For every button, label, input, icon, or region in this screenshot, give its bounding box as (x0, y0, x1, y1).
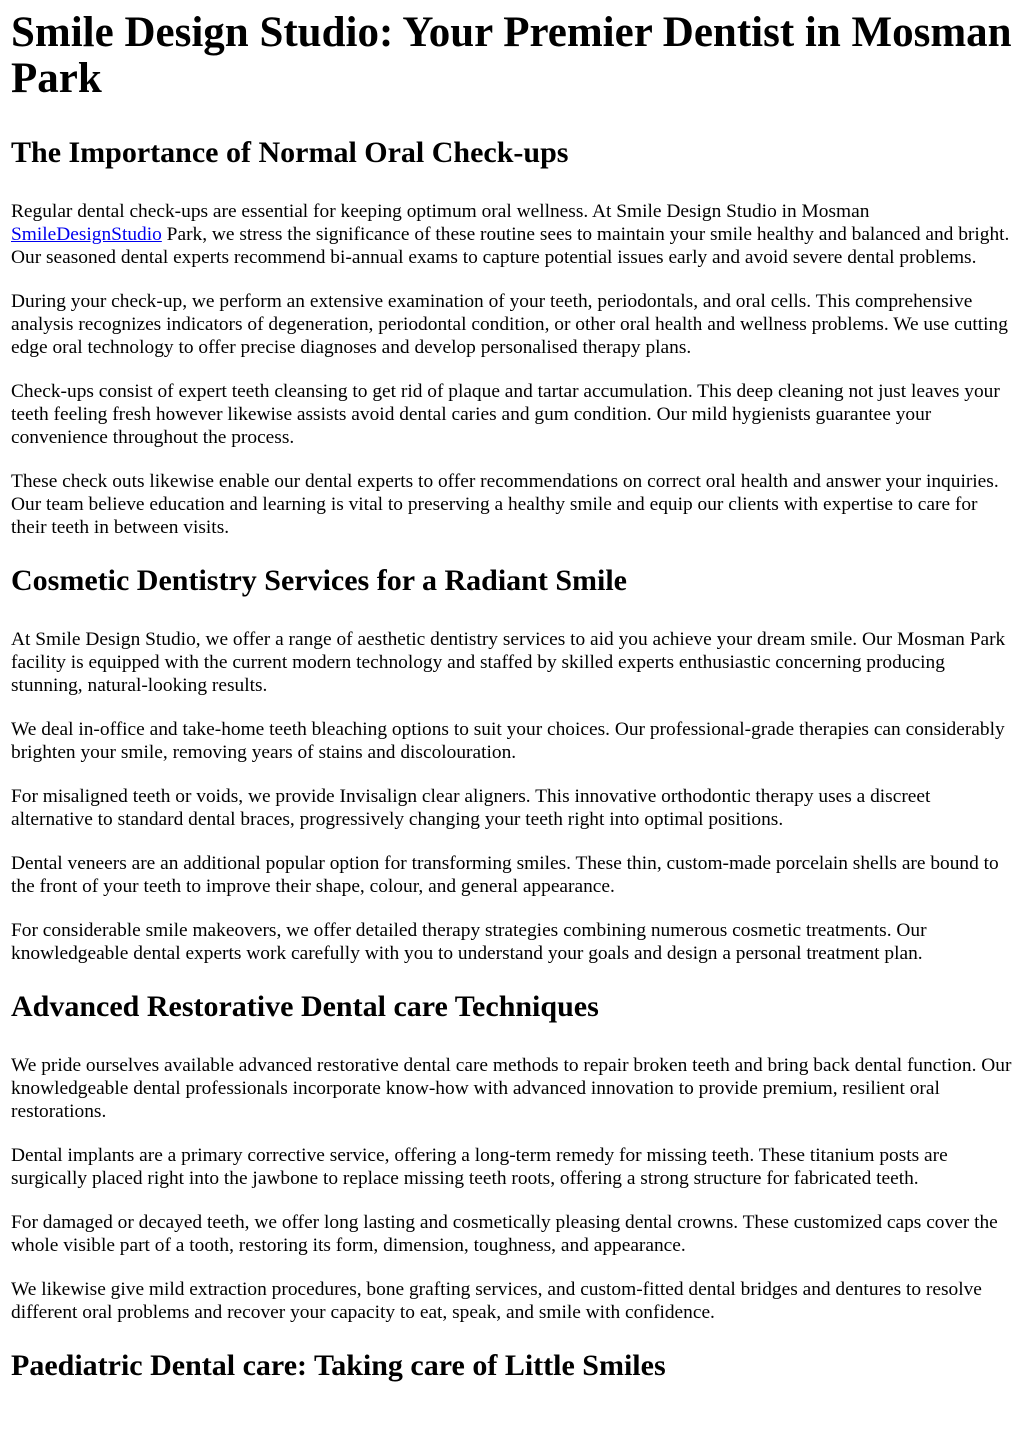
section-heading-checkups: The Importance of Normal Oral Check-ups (11, 136, 569, 169)
smiledesignstudio-link[interactable]: SmileDesignStudio (11, 224, 162, 245)
paragraph: We likewise give mild extraction procedures, bone grafting services, and custom-fitted dental bridges and dentures to resolve different oral problems and recover your capacity to eat, speak, and smile with confidence. (11, 1279, 982, 1323)
paragraph: During your check-up, we perform an extensive examination of your teeth, periodontals, and oral cells. This comprehensive analysis recognizes indicators of degeneration, periodontal condition, or other oral health and wellness problems. We use cutting edge oral technology to offer precise diagnoses and develop personalised therapy plans. (11, 291, 1008, 358)
paragraph: Dental implants are a primary corrective service, offering a long-term remedy for missing teeth. These titanium posts are surgically placed right into the jawbone to replace missing teeth roots, offering a strong structure for fabricated teeth. (11, 1145, 948, 1189)
paragraph: We deal in-office and take-home teeth bleaching options to suit your choices. Our professional-grade therapies can considerably brighten your smile, removing years of stains and discolouration. (11, 719, 1005, 763)
paragraph: At Smile Design Studio, we offer a range of aesthetic dentistry services to aid you achieve your dream smile. Our Mosman Park facility is equipped with the current modern technology and staffed by skilled experts enthusiastic concerning producing stunning, natural-looking results. (11, 629, 1006, 696)
section-heading-paediatric: Paediatric Dental care: Taking care of Little Smiles (11, 1349, 666, 1382)
section-heading-cosmetic: Cosmetic Dentistry Services for a Radiant Smile (11, 564, 627, 597)
paragraph: These check outs likewise enable our dental experts to offer recommendations on correct oral health and answer your inquiries. Our team believe education and learning is vital to preserving a healthy smile and equip our clients with expertise to care for their teeth in between visits. (11, 471, 999, 538)
paragraph: For damaged or decayed teeth, we offer long lasting and cosmetically pleasing dental crowns. These customized caps cover the whole visible part of a tooth, restoring its form, dimension, toughness, and appearance. (11, 1212, 998, 1256)
paragraph-text: Park, we stress the significance of these routine sees to maintain your smile healthy and balanced and bright. Our seasoned dental experts recommend bi-annual exams to capture potential issues early and avoid severe dental problems. (11, 224, 1010, 268)
paragraph-text: Regular dental check-ups are essential for keeping optimum oral wellness. At Smile Design Studio in Mosman (11, 201, 870, 222)
paragraph: Check-ups consist of expert teeth cleansing to get rid of plaque and tartar accumulation. This deep cleaning not just leaves your teeth feeling fresh however likewise assists avoid dental caries and gum condition. Our mild hygienists guarantee your convenience throughout the process. (11, 381, 1000, 448)
page-title: Smile Design Studio: Your Premier Dentist in Mosman Park (11, 9, 1012, 102)
section-heading-restorative: Advanced Restorative Dental care Techniques (11, 990, 599, 1023)
paragraph: Dental veneers are an additional popular option for transforming smiles. These thin, custom-made porcelain shells are bound to the front of your teeth to improve their shape, colour, and general appearance. (11, 853, 999, 897)
paragraph: We pride ourselves available advanced restorative dental care methods to repair broken teeth and bring back dental function. Our knowledgeable dental professionals incorporate know-how with advanced innovation to provide premium, resilient oral restorations. (11, 1055, 1012, 1122)
paragraph (11, 200, 1016, 269)
article (0, 10, 1024, 1383)
paragraph: For misaligned teeth or voids, we provide Invisalign clear aligners. This innovative orthodontic therapy uses a discreet alternative to standard dental braces, progressively changing your teeth right into optimal positions. (11, 786, 931, 830)
paragraph: For considerable smile makeovers, we offer detailed therapy strategies combining numerous cosmetic treatments. Our knowledgeable dental experts work carefully with you to understand your goals and design a personal treatment plan. (11, 920, 927, 964)
